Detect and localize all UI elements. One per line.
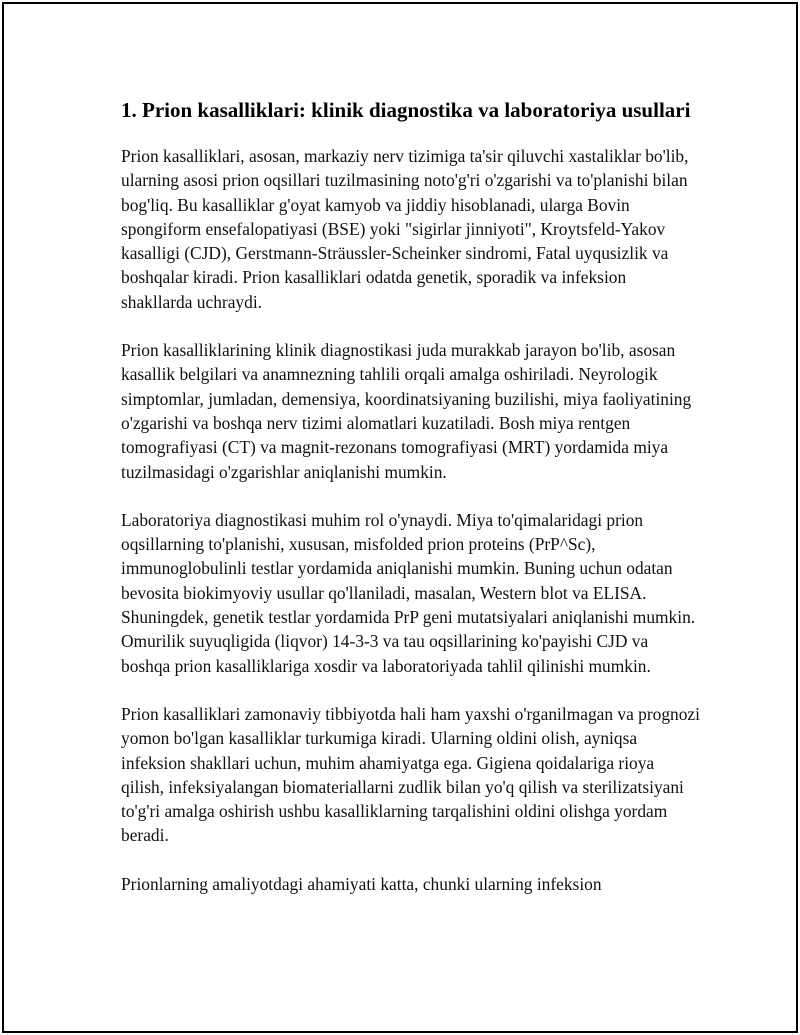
paragraph-prevention: Prion kasalliklari zamonaviy tibbiyotda hali ham yaxshi o'rganilmagan va prognozi yomon bo'lgan kasalliklar turkumiga kiradi. Ularning oldini olish, ayniqsa infeksion shakllari uchun, muhim ahamiyatga ega. Gigiena qoidalariga rioya qilish, infeksiyalangan biomateriallarni zudlik bilan yo'q qilish va sterilizatsiyani to'g'ri amalga oshirish ushbu kasalliklarning tarqalishini oldini olishga yordam beradi. [121, 703, 700, 846]
document-body [121, 96, 701, 920]
paragraph-clinical-diagnostics: Prion kasalliklarining klinik diagnostikasi juda murakkab jarayon bo'lib, asosan kasallik belgilari va anamnezning tahlili orqali amalga oshiriladi. Neyrologik simptomlar, jumladan, demensiya, koordinatsiyaning buzilishi, miya faoliyatining o'zgarishi va boshqa nerv tizimi alomatlari kuzatiladi. Bosh miya rentgen tomografiyasi (CT) va magnit-rezonans tomografiyasi (MRT) yordamida miya tuzilmasidagi o'zgarishlar aniqlanishi mumkin. [121, 340, 692, 482]
section-heading: 1. Prion kasalliklari: klinik diagnostika va laboratoriya usullari [121, 98, 691, 122]
paragraph-intro: Prion kasalliklari, asosan, markaziy nerv tizimiga ta'sir qiluvchi xastaliklar bo'lib, ularning asosi prion oqsillari tuzilmasining noto'g'ri o'zgarishi va to'planishi bilan bog'liq. Bu kasalliklar g'oyat kamyob va jiddiy hisoblanadi, ularga Bovin spongiform ensefalopatiyasi (BSE) yoki "sigirlar jinniyoti", Kroytsfeld-Yakov kasalligi (CJD), Gerstmann-Sträussler-Scheinker sindromi, Fatal uyqusizlik va boshqalar kiradi. Prion kasalliklari odatda genetik, sporadik va infeksion shakllarda uchraydi. [121, 146, 689, 312]
page-frame [2, 2, 798, 1033]
paragraph-practical-significance: Prionlarning amaliyotdagi ahamiyati katta, chunki ularning infeksion [121, 873, 602, 894]
paragraph-laboratory-diagnostics: Laboratoriya diagnostikasi muhim rol o'ynaydi. Miya to'qimalaridagi prion oqsillarning to'planishi, xususan, misfolded prion proteins (PrP^Sc), immunoglobulinli testlar yordamida aniqlanishi mumkin. Buning uchun odatan bevosita biokimyoviy usullar qo'llaniladi, masalan, Western blot va ELISA. Shuningdek, genetik testlar yordamida PrP geni mutatsiyalari aniqlanishi mumkin. Omurilik suyuqligida (liqvor) 14-3-3 va tau oqsillarining ko'payishi CJD va boshqa prion kasalliklariga xosdir va laboratoriyada tahlil qilinishi mumkin. [121, 509, 696, 676]
